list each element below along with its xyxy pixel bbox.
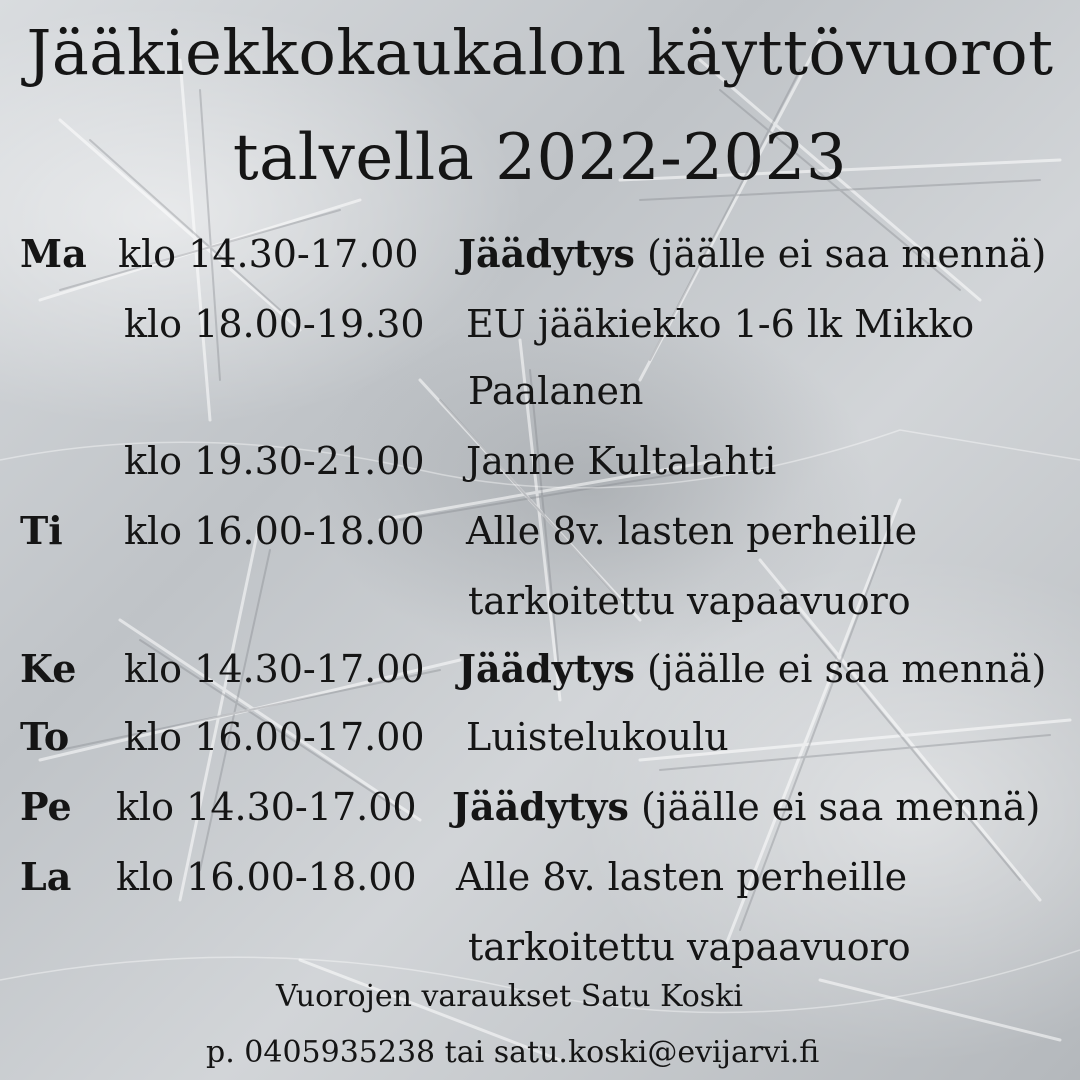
saturday-activity-1: Alle 8v. lasten perheille	[456, 855, 908, 899]
freezing-note: (jäälle ei saa mennä)	[634, 647, 1047, 691]
freezing-label: Jäädytys	[458, 231, 635, 276]
freezing-label: Jäädytys	[452, 784, 629, 829]
thursday-time-1: klo 16.00-17.00	[124, 715, 425, 759]
thursday-activity-1: Luistelukoulu	[466, 715, 729, 759]
monday-time-2: klo 18.00-19.30	[124, 302, 425, 346]
freezing-note: (jäälle ei saa mennä)	[628, 785, 1041, 829]
tuesday-activity-1-continued: tarkoitettu vapaavuoro	[468, 579, 911, 623]
monday-time-1: klo 14.30-17.00	[118, 232, 419, 276]
monday-activity-2-continued: Paalanen	[468, 369, 644, 413]
friday-activity-1	[452, 784, 1041, 829]
day-label-thursday: To	[20, 714, 70, 759]
freezing-label: Jäädytys	[458, 646, 635, 691]
wednesday-activity-1	[458, 646, 1047, 691]
freezing-note: (jäälle ei saa mennä)	[634, 232, 1047, 276]
day-label-friday: Pe	[20, 784, 72, 829]
wednesday-time-1: klo 14.30-17.00	[124, 647, 425, 691]
monday-time-3: klo 19.30-21.00	[124, 439, 425, 483]
saturday-time-1: klo 16.00-18.00	[116, 855, 417, 899]
saturday-activity-1-continued: tarkoitettu vapaavuoro	[468, 925, 911, 969]
booking-contact-details: p. 0405935238 tai satu.koski@evijarvi.fi	[206, 1035, 820, 1070]
monday-activity-2: EU jääkiekko 1-6 lk Mikko	[466, 302, 975, 346]
monday-activity-1	[458, 231, 1047, 276]
tuesday-activity-1: Alle 8v. lasten perheille	[466, 509, 918, 553]
day-label-tuesday: Ti	[20, 508, 63, 553]
day-label-monday: Ma	[20, 231, 87, 276]
day-label-wednesday: Ke	[20, 646, 77, 691]
friday-time-1: klo 14.30-17.00	[116, 785, 417, 829]
monday-activity-3: Janne Kultalahti	[466, 439, 777, 483]
day-label-saturday: La	[20, 854, 72, 899]
page-title-line-1: Jääkiekkokaukalon käyttövuorot	[26, 16, 1054, 89]
page-title-line-2: talvella 2022-2023	[232, 121, 848, 195]
booking-contact-name: Vuorojen varaukset Satu Koski	[276, 979, 743, 1014]
tuesday-time-1: klo 16.00-18.00	[124, 509, 425, 553]
